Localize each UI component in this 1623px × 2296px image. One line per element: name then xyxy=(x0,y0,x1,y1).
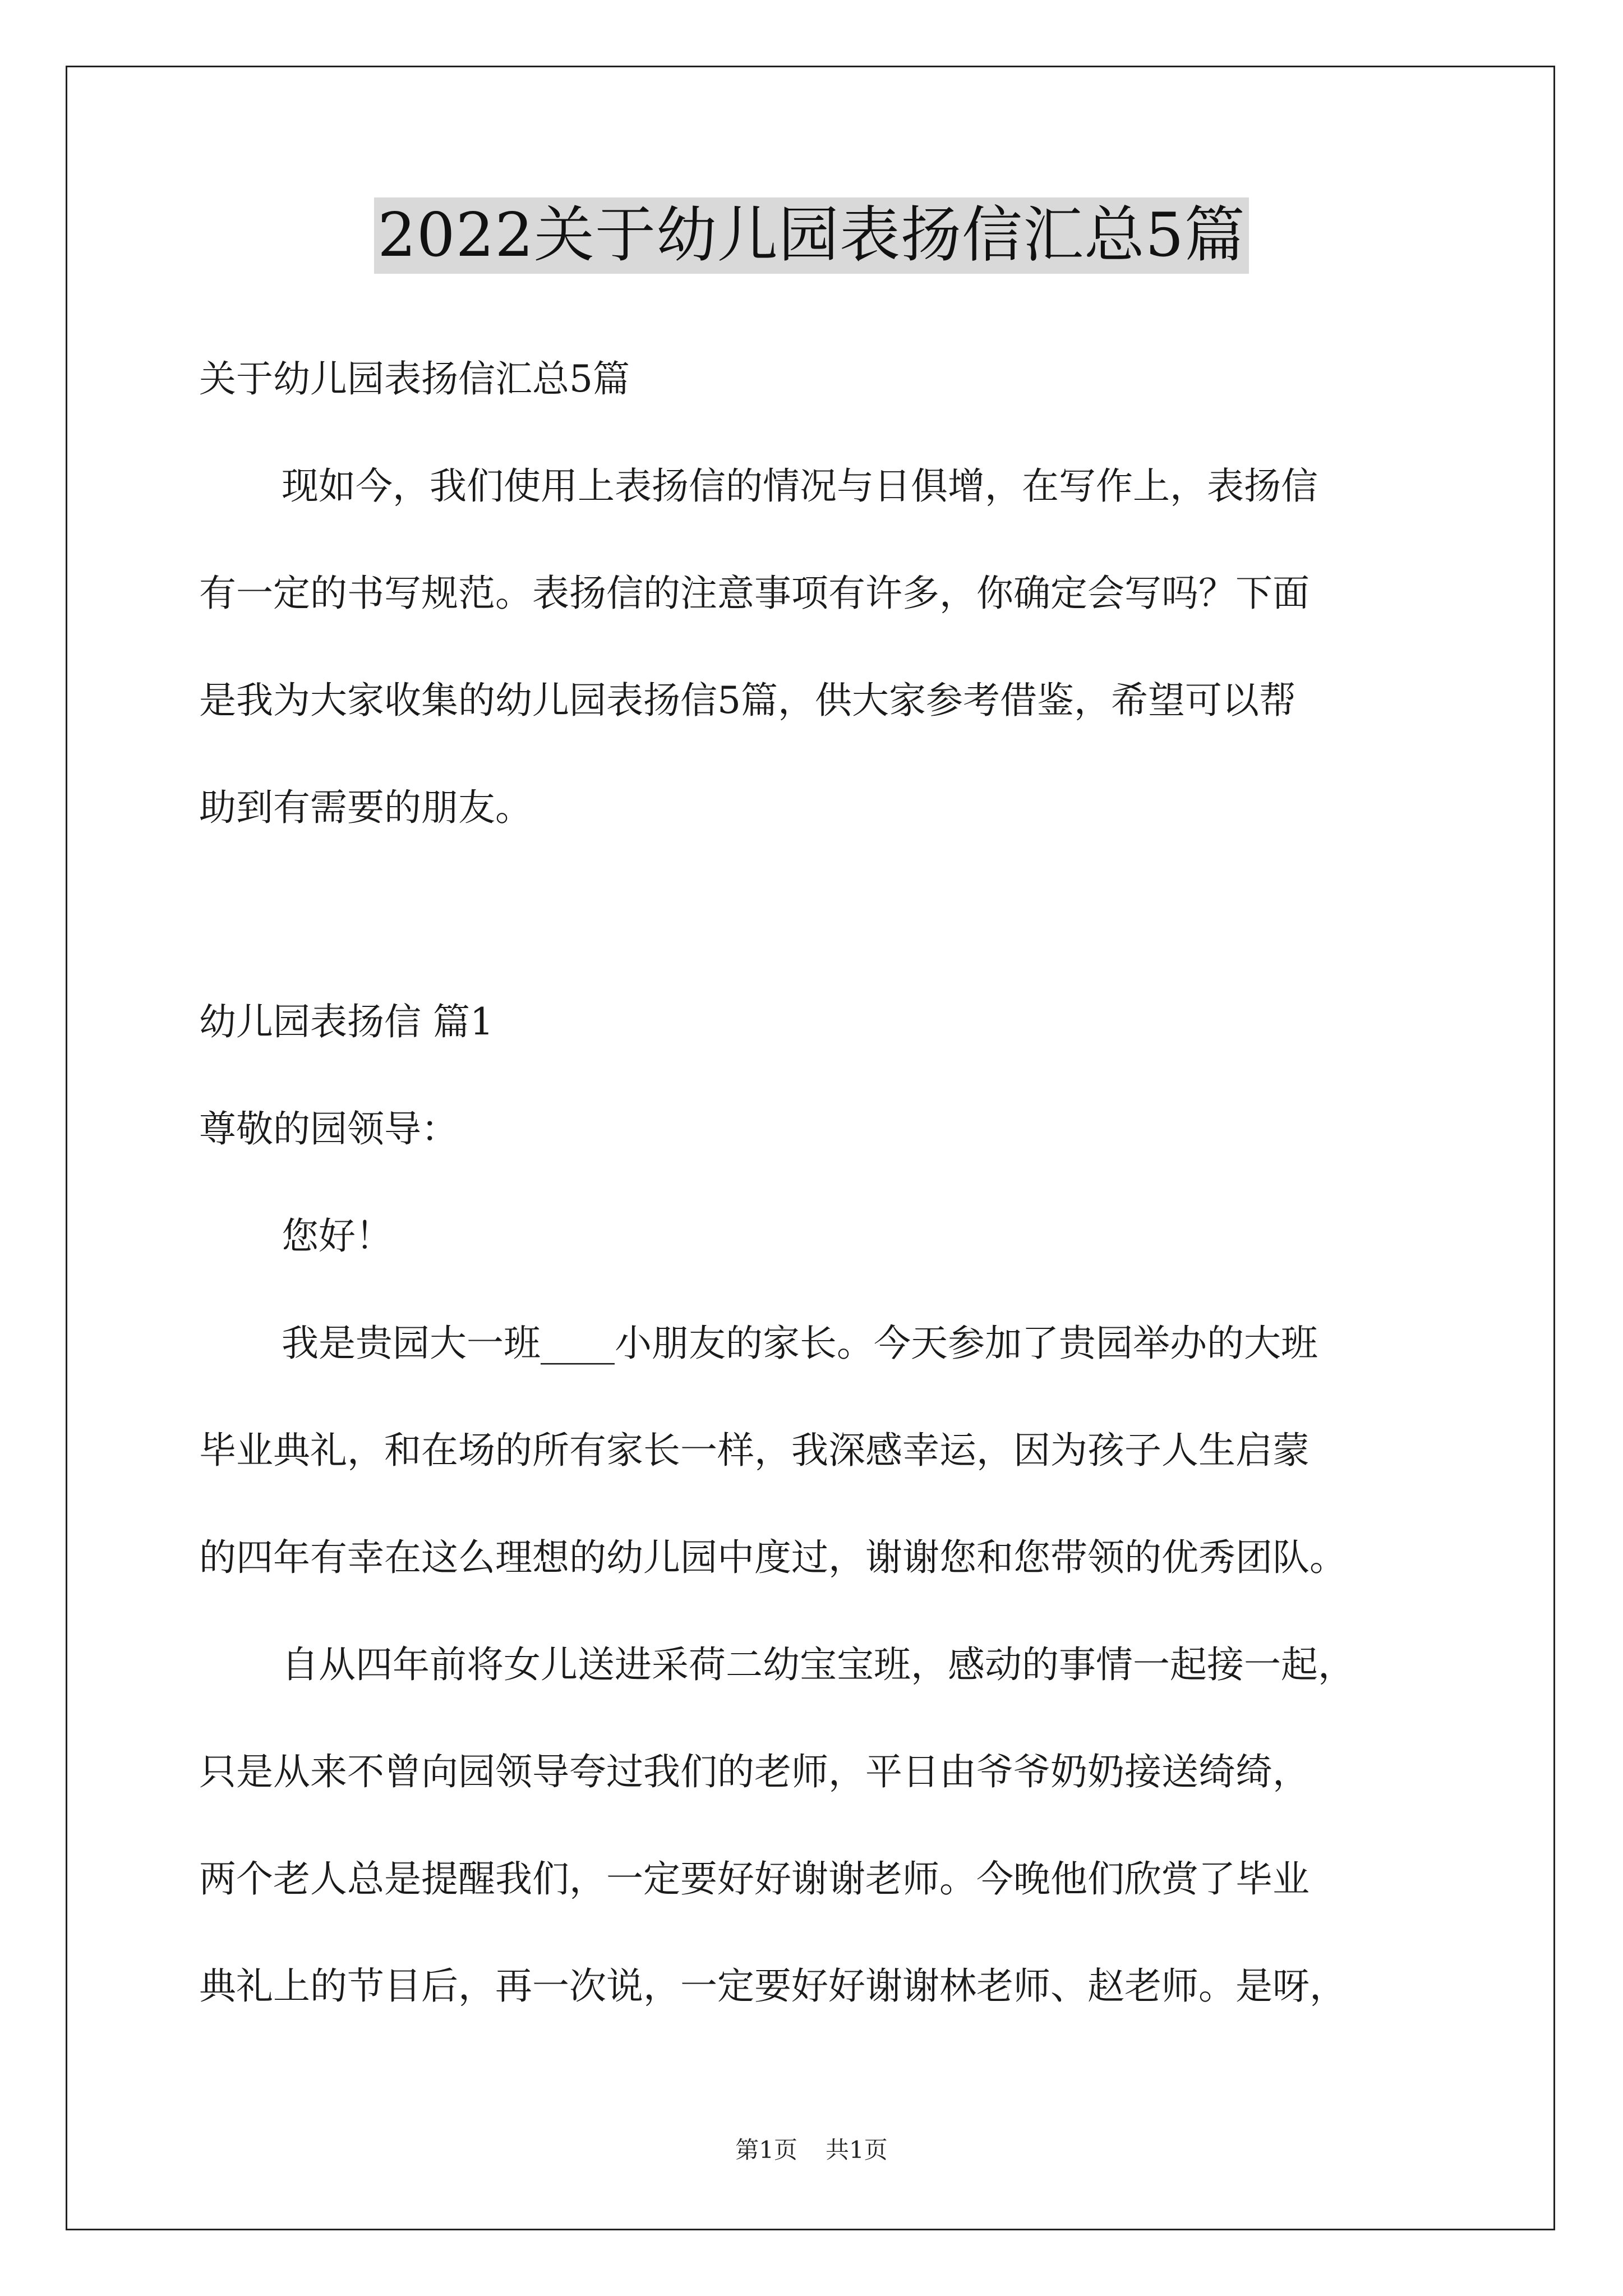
paragraph2-line-1: 自从四年前将女儿送进采荷二幼宝宝班，感动的事情一起接一起， xyxy=(282,1643,1355,1686)
title-container xyxy=(0,197,1623,274)
paragraph1-line-2: 毕业典礼，和在场的所有家长一样，我深感幸运，因为孩子人生启蒙 xyxy=(199,1429,1310,1472)
intro-line-3: 是我为大家收集的幼儿园表扬信5篇，供大家参考借鉴，希望可以帮 xyxy=(199,679,1296,722)
paragraph2-line-3: 两个老人总是提醒我们，一定要好好谢谢老师。今晚他们欣赏了毕业 xyxy=(199,1857,1310,1901)
greeting: 您好！ xyxy=(282,1214,393,1258)
document-title: 2022关于幼儿园表扬信汇总5篇 xyxy=(374,197,1249,274)
intro-line-2: 有一定的书写规范。表扬信的注意事项有许多，你确定会写吗？下面 xyxy=(199,572,1310,615)
page-total: 共1页 xyxy=(826,2136,888,2164)
intro-line-1: 现如今，我们使用上表扬信的情况与日俱增，在写作上，表扬信 xyxy=(282,464,1318,508)
paragraph1-line-3: 的四年有幸在这么理想的幼儿园中度过，谢谢您和您带领的优秀团队。 xyxy=(199,1536,1347,1579)
intro-line-4: 助到有需要的朋友。 xyxy=(199,786,532,829)
page-footer xyxy=(0,2136,1623,2164)
paragraph1-line-1: 我是贵园大一班____小朋友的家长。今天参加了贵园举办的大班 xyxy=(282,1322,1318,1365)
paragraph2-line-2: 只是从来不曾向园领导夸过我们的老师，平日由爷爷奶奶接送绮绮， xyxy=(199,1750,1310,1793)
page-number: 第1页 xyxy=(735,2136,797,2164)
salutation: 尊敬的园领导： xyxy=(199,1107,458,1151)
section-heading: 幼儿园表扬信 篇1 xyxy=(199,1000,494,1043)
paragraph2-line-4: 典礼上的节目后，再一次说，一定要好好谢谢林老师、赵老师。是呀， xyxy=(199,1964,1347,2008)
document-subtitle: 关于幼儿园表扬信汇总5篇 xyxy=(199,357,630,401)
